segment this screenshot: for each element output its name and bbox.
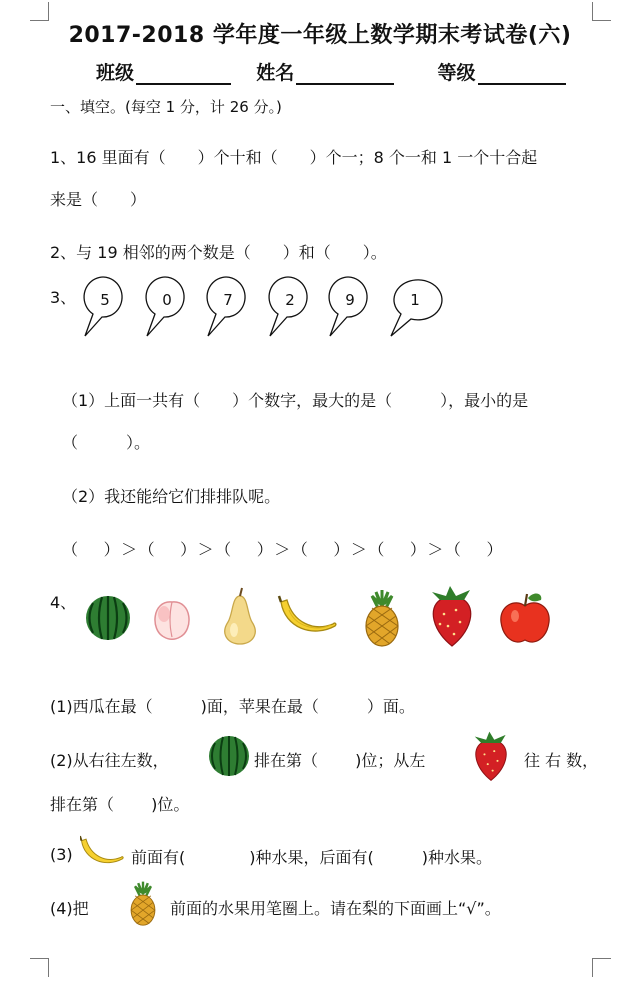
bubble-number-4: 2 bbox=[285, 291, 295, 309]
page-title: 2017-2018 学年度一年级上数学期末考试卷(六) bbox=[68, 23, 572, 48]
question-4-sub-3-a: (3) bbox=[50, 845, 73, 864]
class-label: 班级 bbox=[96, 62, 135, 84]
question-4-sub-2-c: 往 右 数， bbox=[524, 751, 599, 770]
question-4-sub-3-b: 前面有( )种水果，后面有( )种水果。 bbox=[131, 848, 492, 867]
bubble-number-6: 1 bbox=[410, 291, 420, 309]
bubble-number-5: 9 bbox=[345, 291, 355, 309]
pear-icon bbox=[225, 588, 255, 644]
pineapple-icon bbox=[126, 880, 160, 926]
speech-bubble-6 bbox=[391, 280, 442, 336]
speech-bubble-3 bbox=[207, 277, 245, 336]
section-heading: 一、填空。(每空 1 分，计 26 分。) bbox=[50, 98, 282, 116]
number-bubbles bbox=[80, 272, 480, 342]
grade-field[interactable] bbox=[478, 65, 566, 85]
watermelon-icon bbox=[86, 596, 130, 640]
student-info-row bbox=[96, 58, 566, 85]
strawberry-icon bbox=[466, 730, 516, 782]
apple-icon bbox=[501, 594, 549, 642]
peach-icon bbox=[155, 602, 189, 639]
speech-bubble-4 bbox=[269, 277, 307, 336]
question-3-sub-2: （2）我还能给它们排排队呢。 bbox=[62, 487, 281, 506]
bubble-number-3: 7 bbox=[223, 291, 233, 309]
question-2: 2、与 19 相邻的两个数是（ ）和（ ）。 bbox=[50, 243, 387, 262]
bubble-number-1: 5 bbox=[100, 291, 110, 309]
corner-mark-bottom-right bbox=[592, 958, 611, 977]
pineapple-icon bbox=[366, 590, 398, 646]
question-4-sub-2-a: (2)从右往左数， bbox=[50, 751, 169, 770]
bubble-number-2: 0 bbox=[162, 291, 172, 309]
name-label: 姓名 bbox=[256, 62, 295, 84]
question-3-sub-1-line-2: （ ）。 bbox=[62, 433, 151, 452]
fruit-row bbox=[80, 582, 560, 652]
class-field[interactable] bbox=[136, 65, 231, 85]
question-4-sub-1: (1)西瓜在最（ )面，苹果在最（ ）面。 bbox=[50, 697, 415, 716]
question-1-line-1: 1、16 里面有（ ）个十和（ ）个一；8 个一和 1 一个十合起 bbox=[50, 148, 538, 167]
speech-bubble-5 bbox=[329, 277, 367, 336]
watermelon-icon bbox=[207, 734, 251, 778]
question-3-label: 3、 bbox=[50, 288, 77, 307]
question-4-sub-2-d: 排在第（ )位。 bbox=[50, 795, 190, 814]
question-4-label: 4、 bbox=[50, 593, 77, 612]
grade-label: 等级 bbox=[437, 62, 476, 84]
question-4-sub-2-b: 排在第（ )位；从左 bbox=[254, 751, 426, 770]
banana-icon bbox=[279, 596, 336, 631]
question-4-sub-4-b: 前面的水果用笔圈上。请在梨的下面画上“√”。 bbox=[170, 899, 501, 918]
question-3-sub-1-line-1: （1）上面一共有（ ）个数字，最大的是（ ），最小的是 bbox=[62, 391, 529, 410]
question-4-sub-4-a: (4)把 bbox=[50, 899, 89, 918]
question-1-line-2: 来是（ ） bbox=[50, 190, 147, 209]
speech-bubble-1 bbox=[84, 277, 122, 336]
question-3-ordering-line: （ ）＞（ ）＞（ ）＞（ ）＞（ ）＞（ ） bbox=[62, 540, 505, 559]
corner-mark-bottom-left bbox=[30, 958, 49, 977]
name-field[interactable] bbox=[296, 65, 394, 85]
speech-bubble-2 bbox=[146, 277, 184, 336]
banana-icon bbox=[80, 834, 124, 864]
strawberry-icon bbox=[432, 586, 471, 646]
